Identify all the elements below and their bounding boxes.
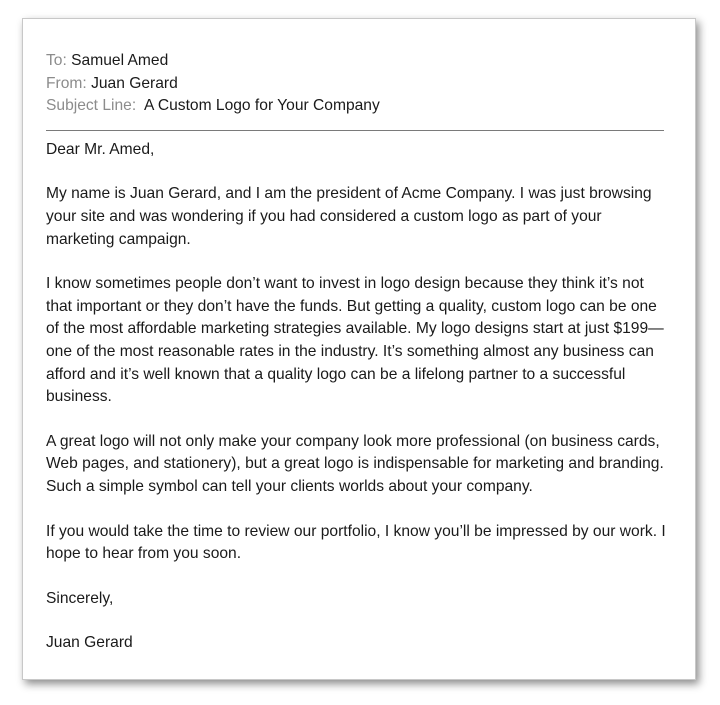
email-body bbox=[46, 139, 666, 655]
from-value: Juan Gerard bbox=[91, 74, 178, 92]
subject-label: Subject Line: bbox=[46, 97, 137, 115]
body-paragraph-1: My name is Juan Gerard, and I am the president of Acme Company. I was just browsing your site and was wondering if you had considered a custom logo as part of your marketing campaign. bbox=[46, 185, 652, 248]
body-paragraph-2: I know sometimes people don’t want to invest in logo design because they think it’s not that important or they don’t have the funds. But getting a quality, custom logo can be one of the most affordable marketing strategies available. My logo designs start at just $199—one of the most reasonable rates in the industry. It’s something almost any business can afford and it’s well known that a quality logo can be a lifelong partner to a successful business. bbox=[46, 275, 664, 406]
subject-row bbox=[46, 95, 666, 118]
body-paragraph-4: If you would take the time to review our portfolio, I know you’ll be impressed by our work. I hope to hear from you soon. bbox=[46, 522, 666, 563]
from-label: From: bbox=[46, 74, 87, 92]
to-row bbox=[46, 50, 666, 73]
email-document bbox=[22, 18, 696, 680]
signature: Juan Gerard bbox=[46, 634, 133, 652]
to-label: To: bbox=[46, 52, 67, 69]
body-paragraph-3: A great logo will not only make your company look more professional (on business cards, Web pages, and stationery), but a great logo is indispensable for marketing and branding. Such a simple symbol can tell your clients worlds about your company. bbox=[46, 432, 664, 495]
to-value: Samuel Amed bbox=[71, 52, 169, 69]
header-divider bbox=[46, 130, 664, 131]
from-row bbox=[46, 73, 666, 96]
subject-value: A Custom Logo for Your Company bbox=[143, 97, 380, 115]
email-content bbox=[46, 50, 666, 655]
salutation: Dear Mr. Amed, bbox=[46, 140, 155, 158]
email-header bbox=[46, 50, 666, 118]
closing: Sincerely, bbox=[46, 589, 114, 607]
